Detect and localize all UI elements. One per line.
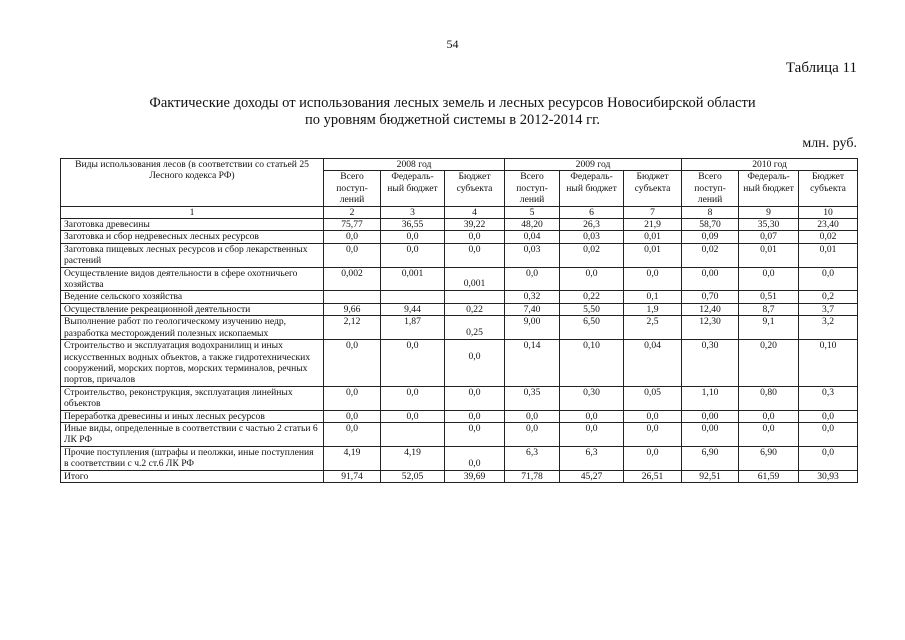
- value-text: 0,01: [819, 243, 837, 255]
- table-row: [61, 303, 858, 315]
- cell-value: [324, 410, 381, 422]
- cell-value: [799, 446, 858, 470]
- cell-value: [505, 316, 560, 340]
- cell-value: [799, 267, 858, 291]
- value-text: 0,0: [646, 410, 659, 422]
- cell-value: [324, 386, 381, 410]
- cell-value: [682, 267, 739, 291]
- value-text: 0,0: [585, 267, 598, 279]
- col-number: 7: [624, 206, 682, 218]
- cell-value: [381, 303, 445, 315]
- value-text: 0,0: [346, 243, 358, 255]
- value-text: 0,0: [468, 457, 481, 469]
- cell-value: [505, 410, 560, 422]
- value-text: 0,0: [646, 422, 659, 434]
- value-text: 12,30: [699, 316, 721, 328]
- value-text: 0,0: [406, 340, 419, 352]
- value-text: 0,3: [822, 386, 835, 398]
- value-text: 0,0: [822, 422, 835, 434]
- value-text: 0,001: [401, 267, 424, 279]
- value-text: 0,0: [346, 386, 358, 398]
- value-text: 0,0: [822, 267, 835, 279]
- row-label: Ведение сельского хозяйства: [61, 291, 324, 303]
- cell-value: [505, 219, 560, 231]
- cell-value: [324, 219, 381, 231]
- value-text: 8,7: [762, 303, 775, 315]
- cell-value: [682, 422, 739, 446]
- value-text: 5,50: [583, 303, 600, 315]
- table-row: [61, 446, 858, 470]
- header-year-2009: 2009 год: [505, 159, 682, 171]
- value-text: 0,0: [822, 446, 835, 458]
- row-label: Прочие поступления (штрафы и пеолжки, иные поступления в соответствии с ч.2 ст.6 ЛК РФ: [61, 446, 324, 470]
- value-text: 0,0: [468, 410, 481, 422]
- value-text: 0,0: [346, 231, 358, 243]
- value-text: 36,55: [401, 219, 424, 231]
- cell-value: [624, 446, 682, 470]
- col-number: 9: [739, 206, 799, 218]
- cell-value: [445, 422, 505, 446]
- cell-value: [505, 243, 560, 267]
- cell-value: [560, 410, 624, 422]
- value-text: 2,5: [646, 316, 659, 328]
- value-text: 0,70: [701, 291, 719, 303]
- cell-value: [560, 231, 624, 243]
- table-row: [61, 316, 858, 340]
- cell-value: [381, 231, 445, 243]
- cell-value: [739, 291, 799, 303]
- cell-value: [560, 446, 624, 470]
- header-types: Виды использования лесов (в соответствии со статьей 25 Лесного кодекса РФ): [61, 159, 324, 207]
- value-text: 0,35: [523, 386, 541, 398]
- value-text: 9,44: [404, 303, 421, 315]
- value-text: 0,25: [466, 327, 483, 339]
- cell-value: [739, 316, 799, 340]
- cell-value: [324, 422, 381, 446]
- value-text: 0,0: [468, 351, 481, 363]
- value-text: 0,04: [523, 231, 541, 243]
- cell-value: [799, 410, 858, 422]
- title-line-1: Фактические доходы от использования лесных земель и лесных ресурсов Новосибирской области: [149, 95, 756, 111]
- col-number: 10: [799, 206, 858, 218]
- cell-value: [560, 303, 624, 315]
- cell-value: [381, 243, 445, 267]
- cell-value: [682, 316, 739, 340]
- value-text: 1,9: [646, 303, 659, 315]
- page-number: 54: [446, 37, 459, 51]
- cell-value: [381, 422, 445, 446]
- value-text: 52,05: [401, 470, 424, 482]
- value-text: 0,22: [583, 291, 600, 303]
- value-text: 0,0: [585, 410, 598, 422]
- cell-value: [324, 267, 381, 291]
- col-number: 4: [445, 206, 505, 218]
- value-text: 0,0: [585, 422, 598, 434]
- value-text: 0,02: [701, 243, 719, 255]
- value-text: 4,19: [404, 446, 421, 458]
- value-text: 0,2: [822, 291, 835, 303]
- cell-value: [560, 422, 624, 446]
- value-text: 0,0: [406, 410, 419, 422]
- cell-value: [682, 340, 739, 387]
- cell-value: [324, 446, 381, 470]
- row-label: Иные виды, определенные в соответствии с частью 2 статьи 6 ЛК РФ: [61, 422, 324, 446]
- value-text: 2,12: [343, 316, 361, 328]
- cell-value: [560, 243, 624, 267]
- cell-value: [505, 291, 560, 303]
- row-label: Осуществление рекреационной деятельности: [61, 303, 324, 315]
- value-text: 0,0: [646, 267, 659, 279]
- value-text: 0,0: [468, 422, 481, 434]
- value-text: 0,04: [644, 340, 661, 352]
- value-text: 0,00: [701, 422, 719, 434]
- cell-value: [682, 231, 739, 243]
- cell-value: [445, 231, 505, 243]
- value-text: 6,90: [701, 446, 719, 458]
- col-number: 1: [61, 206, 324, 218]
- value-text: 6,3: [585, 446, 598, 458]
- cell-value: [445, 386, 505, 410]
- col-number: 5: [505, 206, 560, 218]
- cell-value: [624, 303, 682, 315]
- cell-value: [624, 291, 682, 303]
- cell-value: [682, 303, 739, 315]
- value-text: 0,0: [526, 410, 539, 422]
- col-number: 2: [324, 206, 381, 218]
- cell-value: [560, 267, 624, 291]
- cell-value: [682, 410, 739, 422]
- cell-value: [682, 386, 739, 410]
- cell-value: [505, 231, 560, 243]
- cell-value: [560, 316, 624, 340]
- value-text: 0,0: [762, 410, 775, 422]
- cell-value: [739, 410, 799, 422]
- cell-value: [445, 267, 505, 291]
- value-text: 0,02: [583, 243, 600, 255]
- cell-value: [505, 470, 560, 482]
- row-label: Осуществление видов деятельности в сфере охотничьего хозяйства: [61, 267, 324, 291]
- value-text: 35,30: [757, 219, 780, 231]
- value-text: 0,32: [523, 291, 541, 303]
- value-text: 0,001: [463, 277, 486, 289]
- table-row: [61, 231, 858, 243]
- value-text: 0,0: [346, 410, 358, 422]
- value-text: 1,10: [701, 386, 719, 398]
- cell-value: [739, 231, 799, 243]
- cell-value: [324, 291, 381, 303]
- value-text: 23,40: [817, 219, 839, 231]
- value-text: 26,3: [583, 219, 600, 231]
- value-text: 7,40: [523, 303, 541, 315]
- header-subject: Бюджет субъекта: [799, 171, 858, 206]
- cell-value: [624, 340, 682, 387]
- value-text: 0,0: [468, 231, 481, 243]
- cell-value: [799, 470, 858, 482]
- cell-value: [682, 219, 739, 231]
- cell-value: [682, 243, 739, 267]
- table-row: [61, 340, 858, 387]
- header-row-years: [61, 159, 858, 171]
- cell-value: [381, 267, 445, 291]
- col-number: 6: [560, 206, 624, 218]
- cell-value: [739, 340, 799, 387]
- value-text: 9,66: [343, 303, 361, 315]
- value-text: 0,02: [819, 231, 837, 243]
- value-text: 0,30: [701, 340, 719, 352]
- value-text: 0,30: [583, 386, 600, 398]
- value-text: 0,0: [526, 267, 539, 279]
- cell-value: [739, 243, 799, 267]
- header-federal: Федераль-ный бюджет: [739, 171, 799, 206]
- cell-value: [381, 470, 445, 482]
- row-label: Строительство и эксплуатация водохранилищ и иных искусственных водных объектов, а также гидротехнических сооружений, морских портов, морских терминалов, речных портов, причалов: [61, 340, 324, 387]
- cell-value: [445, 410, 505, 422]
- cell-value: [799, 219, 858, 231]
- table-row: [61, 243, 858, 267]
- col-number: 8: [682, 206, 739, 218]
- cell-value: [682, 446, 739, 470]
- header-federal: Федераль-ный бюджет: [560, 171, 624, 206]
- cell-value: [381, 340, 445, 387]
- cell-value: [381, 446, 445, 470]
- header-subject: Бюджет субъекта: [445, 171, 505, 206]
- value-text: 75,77: [341, 219, 363, 231]
- cell-value: [624, 219, 682, 231]
- header-total: Всего поступ-лений: [324, 171, 381, 206]
- cell-value: [445, 340, 505, 387]
- cell-value: [445, 470, 505, 482]
- cell-value: [624, 243, 682, 267]
- value-text: 0,00: [701, 267, 719, 279]
- value-text: 0,0: [762, 267, 775, 279]
- cell-value: [624, 410, 682, 422]
- table-body: [61, 219, 858, 483]
- table-row: [61, 291, 858, 303]
- value-text: 0,80: [760, 386, 777, 398]
- row-label: Итого: [61, 470, 324, 482]
- cell-value: [624, 422, 682, 446]
- value-text: 30,93: [817, 470, 839, 482]
- cell-value: [505, 422, 560, 446]
- cell-value: [799, 231, 858, 243]
- value-text: 0,0: [526, 422, 539, 434]
- value-text: 21,9: [644, 219, 661, 231]
- value-text: 0,002: [341, 267, 363, 279]
- cell-value: [739, 422, 799, 446]
- header-total: Всего поступ-лений: [505, 171, 560, 206]
- value-text: 0,0: [468, 386, 481, 398]
- value-text: 58,70: [699, 219, 721, 231]
- cell-value: [799, 291, 858, 303]
- cell-value: [560, 386, 624, 410]
- table-row: [61, 470, 858, 482]
- cell-value: [739, 386, 799, 410]
- cell-value: [739, 267, 799, 291]
- cell-value: [381, 316, 445, 340]
- value-text: 0,01: [644, 231, 661, 243]
- cell-value: [324, 303, 381, 315]
- column-number-row: [61, 206, 858, 218]
- value-text: 0,14: [523, 340, 541, 352]
- cell-value: [505, 446, 560, 470]
- value-text: 0,0: [346, 422, 358, 434]
- cell-value: [445, 219, 505, 231]
- value-text: 71,78: [521, 470, 543, 482]
- value-text: 9,00: [523, 316, 541, 328]
- row-label: Выполнение работ по геологическому изучению недр, разработка месторождений полезных ископаемых: [61, 316, 324, 340]
- row-label: Строительство, реконструкция, эксплуатация линейных объектов: [61, 386, 324, 410]
- value-text: 0,22: [466, 303, 483, 315]
- cell-value: [682, 470, 739, 482]
- value-text: 26,51: [641, 470, 664, 482]
- cell-value: [445, 303, 505, 315]
- cell-value: [799, 386, 858, 410]
- value-text: 4,19: [343, 446, 361, 458]
- cell-value: [799, 243, 858, 267]
- value-text: 1,87: [404, 316, 421, 328]
- value-text: 6,50: [583, 316, 600, 328]
- value-text: 0,0: [468, 243, 481, 255]
- value-text: 0,09: [701, 231, 719, 243]
- value-text: 0,00: [701, 410, 719, 422]
- value-text: 6,3: [526, 446, 539, 458]
- cell-value: [799, 422, 858, 446]
- value-text: 0,0: [406, 386, 419, 398]
- value-text: 0,03: [523, 243, 541, 255]
- value-text: 0,07: [760, 231, 777, 243]
- document-title: [0, 95, 905, 129]
- cell-value: [381, 386, 445, 410]
- header-year-2008: 2008 год: [324, 159, 505, 171]
- value-text: 0,20: [760, 340, 777, 352]
- header-federal: Федераль-ный бюджет: [381, 171, 445, 206]
- cell-value: [324, 470, 381, 482]
- value-text: 61,59: [757, 470, 780, 482]
- cell-value: [624, 386, 682, 410]
- row-label: Заготовка и сбор недревесных лесных ресурсов: [61, 231, 324, 243]
- cell-value: [682, 291, 739, 303]
- cell-value: [799, 340, 858, 387]
- cell-value: [624, 316, 682, 340]
- cell-value: [560, 219, 624, 231]
- unit-label: млн. руб.: [802, 136, 857, 151]
- cell-value: [505, 386, 560, 410]
- table-row: [61, 219, 858, 231]
- cell-value: [445, 291, 505, 303]
- cell-value: [381, 291, 445, 303]
- cell-value: [445, 316, 505, 340]
- cell-value: [324, 243, 381, 267]
- cell-value: [505, 340, 560, 387]
- value-text: 3,2: [822, 316, 835, 328]
- value-text: 0,51: [760, 291, 777, 303]
- value-text: 0,10: [583, 340, 600, 352]
- value-text: 0,0: [762, 422, 775, 434]
- value-text: 6,90: [760, 446, 777, 458]
- value-text: 0,0: [346, 340, 358, 352]
- cell-value: [324, 340, 381, 387]
- revenue-table: [60, 158, 858, 483]
- header-subject: Бюджет субъекта: [624, 171, 682, 206]
- value-text: 3,7: [822, 303, 835, 315]
- value-text: 45,27: [580, 470, 603, 482]
- value-text: 0,0: [822, 410, 835, 422]
- cell-value: [799, 316, 858, 340]
- value-text: 92,51: [699, 470, 721, 482]
- value-text: 0,10: [819, 340, 837, 352]
- cell-value: [560, 291, 624, 303]
- header-year-2010: 2010 год: [682, 159, 858, 171]
- value-text: 39,69: [463, 470, 486, 482]
- cell-value: [445, 446, 505, 470]
- cell-value: [324, 316, 381, 340]
- value-text: 9,1: [762, 316, 775, 328]
- cell-value: [381, 410, 445, 422]
- table-row: [61, 422, 858, 446]
- cell-value: [739, 303, 799, 315]
- value-text: 0,01: [644, 243, 661, 255]
- cell-value: [560, 340, 624, 387]
- cell-value: [624, 470, 682, 482]
- table-row: [61, 267, 858, 291]
- value-text: 0,05: [644, 386, 661, 398]
- header-total: Всего поступ-лений: [682, 171, 739, 206]
- cell-value: [505, 267, 560, 291]
- table-row: [61, 386, 858, 410]
- cell-value: [739, 219, 799, 231]
- cell-value: [739, 446, 799, 470]
- cell-value: [560, 470, 624, 482]
- cell-value: [624, 231, 682, 243]
- value-text: 0,01: [760, 243, 777, 255]
- value-text: 0,0: [406, 231, 419, 243]
- table-number: Таблица 11: [785, 60, 857, 76]
- value-text: 0,03: [583, 231, 600, 243]
- cell-value: [324, 231, 381, 243]
- row-label: Заготовка древесины: [61, 219, 324, 231]
- value-text: 12,40: [699, 303, 721, 315]
- value-text: 0,0: [646, 446, 659, 458]
- cell-value: [505, 303, 560, 315]
- cell-value: [799, 303, 858, 315]
- value-text: 48,20: [521, 219, 543, 231]
- row-label: Переработка древесины и иных лесных ресурсов: [61, 410, 324, 422]
- cell-value: [624, 267, 682, 291]
- cell-value: [739, 470, 799, 482]
- table-row: [61, 410, 858, 422]
- value-text: 39,22: [463, 219, 486, 231]
- value-text: 0,0: [406, 243, 419, 255]
- value-text: 91,74: [341, 470, 363, 482]
- row-label: Заготовка пищевых лесных ресурсов и сбор лекарственных растений: [61, 243, 324, 267]
- value-text: 0,1: [646, 291, 659, 303]
- title-line-2: по уровням бюджетной системы в 2012-2014 гг.: [304, 112, 601, 128]
- cell-value: [445, 243, 505, 267]
- cell-value: [381, 219, 445, 231]
- col-number: 3: [381, 206, 445, 218]
